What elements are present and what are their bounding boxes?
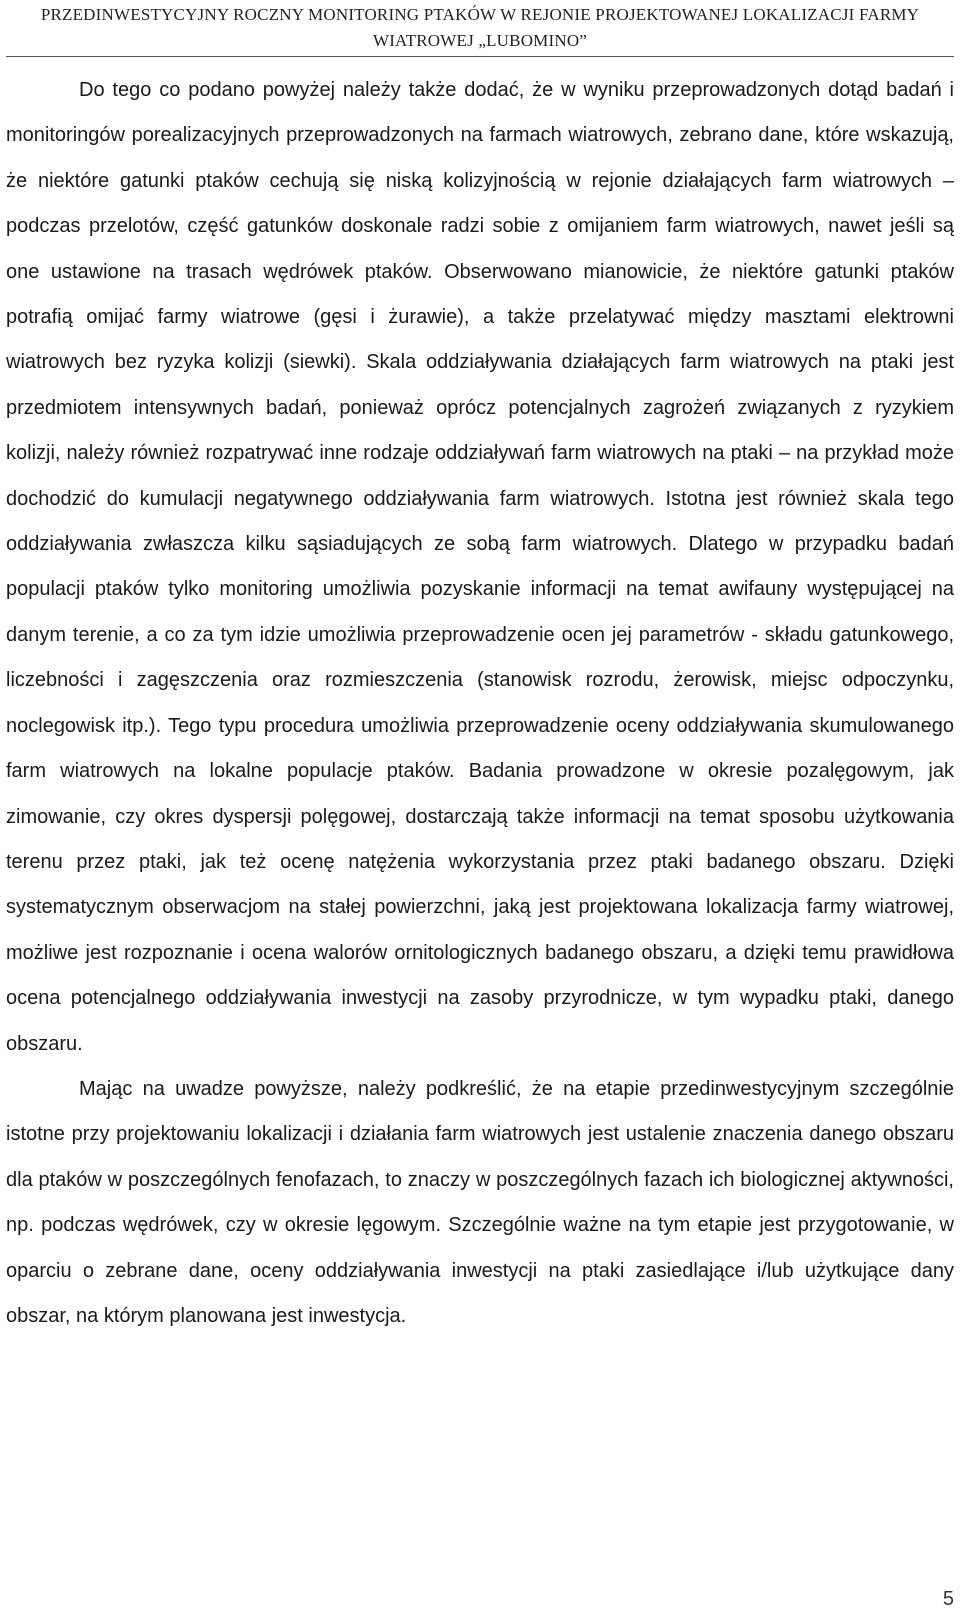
header-line-1: PRZEDINWESTYCYJNY ROCZNY MONITORING PTAKÓW W REJONIE PROJEKTOWANEJ LOKALIZACJI FARMY [40, 5, 920, 24]
running-header [0, 2, 960, 54]
page-number: 5 [942, 1588, 954, 1610]
header-line-2: WIATROWEJ „LUBOMINO” [372, 31, 588, 50]
paragraph-1: Do tego co podano powyżej należy także dodać, że w wyniku przeprowadzonych dotąd badań i monitoringów porealizacyjnych przeprowadzonych na farmach wiatrowych, zebrano dane, które wskazują, że niektóre gatunki ptaków cechują się niską kolizyjnością w rejonie działających farm wiatrowych – podczas przelotów, część gatunków doskonale radzi sobie z omijaniem farm wiatrowych, nawet jeśli są one ustawione na trasach wędrówek ptaków. Obserwowano mianowicie, że niektóre gatunki ptaków potrafią omijać farmy wiatrowe (gęsi i żurawie), a także przelatywać między masztami elektrowni wiatrowych bez ryzyka kolizji (siewki). Skala oddziaływania działających farm wiatrowych na ptaki jest przedmiotem intensywnych badań, ponieważ oprócz potencjalnych zagrożeń związanych z ryzykiem kolizji, należy również rozpatrywać inne rodzaje oddziaływań farm wiatrowych na ptaki – na przykład może dochodzić do kumulacji negatywnego oddziaływania farm wiatrowych. Istotna jest również skala tego oddziaływania zwłaszcza kilku sąsiadujących ze sobą farm wiatrowych. Dlatego w przypadku badań populacji ptaków tylko monitoring umożliwia pozyskanie informacji na temat awifauny występującej na danym terenie, a co za tym idzie umożliwia przeprowadzenie ocen jej parametrów - składu gatunkowego, liczebności i zagęszczenia oraz rozmieszczenia (stanowisk rozrodu, żerowisk, miejsc odpoczynku, noclegowisk itp.). Tego typu procedura umożliwia przeprowadzenie oceny oddziaływania skumulowanego farm wiatrowych na lokalne populacje ptaków. Badania prowadzone w okresie pozalęgowym, jak zimowanie, czy okres dyspersji polęgowej, dostarczają także informacji na temat sposobu użytkowania terenu przez ptaki, jak też ocenę natężenia wykorzystania przez ptaki badanego obszaru. Dzięki systematycznym obserwacjom na stałej powierzchni, jaką jest projektowana lokalizacja farmy wiatrowej, możliwe jest rozpoznanie i ocena walorów ornitologicznych badanego obszaru, a dzięki temu prawidłowa ocena potencjalnego oddziaływania inwestycji na zasoby przyrodnicze, w tym wypadku ptaki, danego obszaru. [6, 79, 954, 1055]
header-divider [6, 56, 954, 57]
document-body [6, 68, 954, 1339]
paragraph-2: Mając na uwadze powyższe, należy podkreślić, że na etapie przedinwestycyjnym szczególnie istotne przy projektowaniu lokalizacji i działania farm wiatrowych jest ustalenie znaczenia danego obszaru dla ptaków w poszczególnych fenofazach, to znaczy w poszczególnych fazach ich biologicznej aktywności, np. podczas wędrówek, czy w okresie lęgowym. Szczególnie ważne na tym etapie jest przygotowanie, w oparciu o zebrane dane, oceny oddziaływania inwestycji na ptaki zasiedlające i/lub użytkujące dany obszar, na którym planowana jest inwestycja. [6, 1077, 954, 1327]
